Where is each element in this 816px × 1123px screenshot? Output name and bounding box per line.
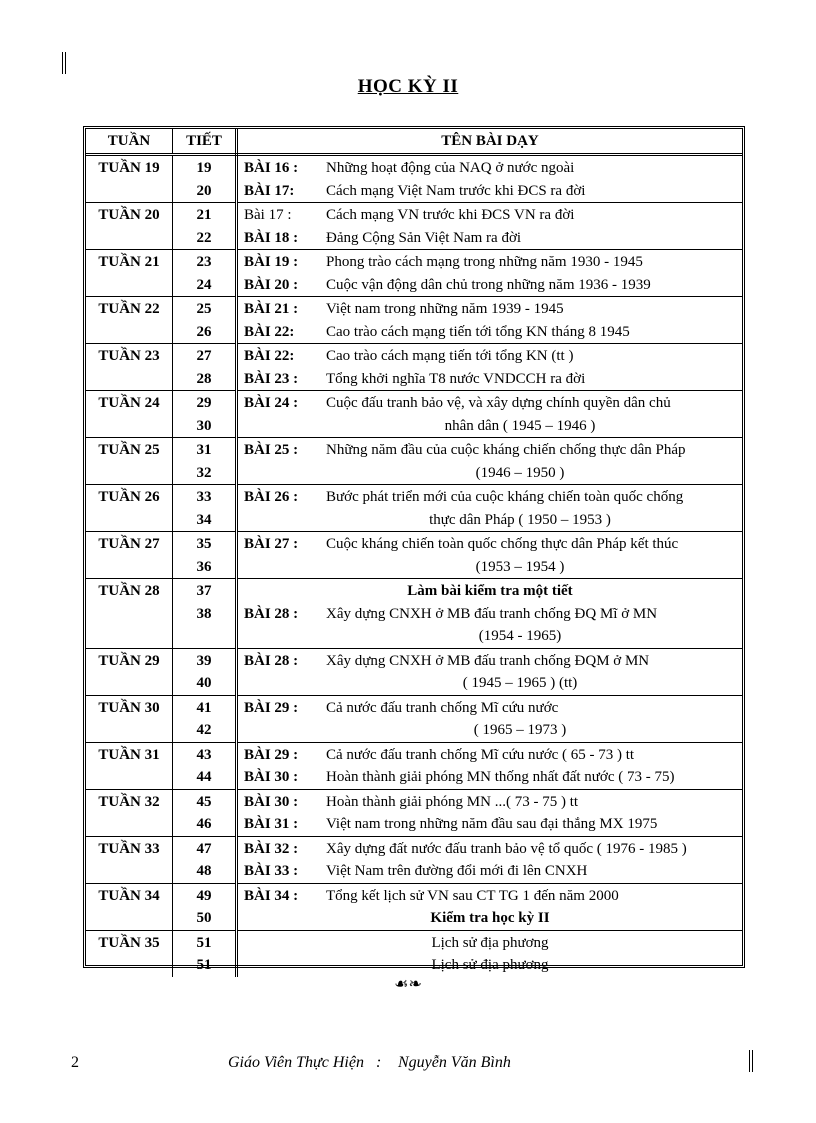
lesson-title: Đảng Cộng Sản Việt Nam ra đời [326, 229, 522, 246]
table-row [86, 883, 742, 930]
period-number: 28 [196, 370, 212, 387]
table-row [86, 485, 742, 532]
lesson-line [238, 533, 742, 556]
lesson-number: BÀI 16 : [244, 160, 299, 176]
lesson-number: BÀI 33 : [244, 863, 299, 879]
teacher-name: Nguyễn Văn Bình [398, 1054, 511, 1071]
lesson-cell [237, 155, 743, 203]
table-row [86, 203, 742, 250]
header-period: TIẾT [173, 129, 237, 155]
lesson-line [238, 227, 742, 250]
period-number: 41 [196, 699, 212, 716]
table-row [86, 789, 742, 836]
period-number: 50 [196, 910, 212, 926]
period-number: 45 [196, 793, 212, 810]
period-number: 39 [196, 652, 212, 669]
lesson-cell [237, 836, 743, 883]
week-cell: TUẦN 20 [86, 203, 173, 250]
period-number: 42 [196, 722, 212, 738]
table-row [86, 648, 742, 695]
week-cell: TUẦN 29 [86, 648, 173, 695]
lesson-title: Hoàn thành giải phóng MN thống nhất đất nước ( 73 - 75) [326, 769, 675, 785]
lesson-line [238, 791, 742, 814]
lesson-title-continuation: nhân dân ( 1945 – 1946 ) [444, 417, 596, 434]
lesson-number: BÀI 21 : [244, 301, 299, 317]
lesson-line [238, 439, 742, 462]
lesson-cell [237, 532, 743, 579]
header-week: TUẦN [86, 129, 173, 155]
lesson-cell [237, 250, 743, 297]
exam-line: Làm bài kiểm tra một tiết [407, 583, 573, 599]
table-row [86, 250, 742, 297]
lesson-line [238, 885, 742, 908]
table-row [86, 930, 742, 977]
table-row [86, 297, 742, 344]
teacher-label: Giáo Viên Thực Hiện [228, 1054, 364, 1071]
lesson-line [238, 486, 742, 509]
lesson-cell [237, 297, 743, 344]
lesson-title: Hoàn thành giải phóng MN ...( 73 - 75 ) tt [326, 793, 579, 810]
lesson-title: Bước phát triển mới của cuộc kháng chiến toàn quốc chống [326, 489, 684, 505]
lesson-number: BÀI 29 : [244, 699, 299, 716]
lesson-cell [237, 203, 743, 250]
lesson-cell [237, 648, 743, 695]
period-cell [173, 695, 237, 742]
lesson-title-continuation: thực dân Pháp ( 1950 – 1953 ) [429, 511, 611, 528]
period-cell [173, 155, 237, 203]
lesson-title: Cả nước đấu tranh chống Mĩ cứu nước [326, 699, 559, 716]
week-cell: TUẦN 31 [86, 742, 173, 789]
period-cell [173, 203, 237, 250]
period-number: 40 [196, 675, 212, 691]
period-cell [173, 789, 237, 836]
lesson-number: BÀI 22: [244, 348, 295, 364]
lesson-cell [237, 789, 743, 836]
table-row [86, 695, 742, 742]
period-cell [173, 532, 237, 579]
footer-separator: : [376, 1054, 382, 1071]
period-number: 35 [196, 536, 212, 552]
lesson-title-continuation: (1954 - 1965) [478, 628, 562, 644]
lesson-line: Lịch sử địa phương [431, 934, 549, 951]
period-number: 32 [196, 464, 212, 481]
lesson-line [238, 838, 742, 861]
period-number: 29 [196, 395, 212, 411]
lesson-number: BÀI 23 : [244, 370, 299, 387]
lesson-number: BÀI 24 : [244, 395, 299, 411]
period-number: 38 [196, 605, 212, 622]
lesson-number: BÀI 34 : [244, 887, 299, 904]
lesson-number: BÀI 22: [244, 323, 295, 340]
lesson-line [238, 251, 742, 274]
lesson-title: Tổng kết lịch sử VN sau CT TG 1 đến năm 2000 [326, 887, 619, 904]
period-cell [173, 485, 237, 532]
lesson-number: BÀI 31 : [244, 816, 299, 832]
week-cell: TUẦN 35 [86, 930, 173, 977]
period-number [173, 625, 235, 648]
table-row [86, 836, 742, 883]
ornament-divider: ☙❧ [394, 976, 422, 993]
lesson-line: Lịch sử địa phương [431, 957, 549, 973]
lesson-line [238, 603, 742, 626]
lesson-number: BÀI 19 : [244, 254, 299, 270]
week-cell: TUẦN 23 [86, 344, 173, 391]
period-cell [173, 648, 237, 695]
period-number: 20 [196, 182, 212, 199]
lesson-cell [237, 391, 743, 438]
period-number: 48 [196, 863, 212, 879]
lesson-title: Những hoạt động của NAQ ở nước ngoài [326, 160, 575, 176]
lesson-title: Xây dựng CNXH ở MB đấu tranh chống ĐQM ở MN [326, 652, 650, 669]
lesson-line [238, 368, 742, 391]
lesson-title: Xây dựng đất nước đấu tranh bảo vệ tổ quốc ( 1976 - 1985 ) [326, 840, 687, 857]
period-number: 25 [196, 301, 212, 317]
period-number: 37 [196, 583, 212, 599]
period-number: 49 [196, 887, 212, 904]
week-cell: TUẦN 33 [86, 836, 173, 883]
period-number: 19 [196, 160, 212, 176]
lesson-line [238, 321, 742, 344]
header-lesson: TÊN BÀI DẠY [237, 129, 743, 155]
table-row [86, 391, 742, 438]
table-row [86, 579, 742, 649]
lesson-number: BÀI 32 : [244, 840, 299, 857]
week-cell: TUẦN 24 [86, 391, 173, 438]
period-cell [173, 579, 237, 649]
lesson-line [238, 697, 742, 720]
period-cell [173, 250, 237, 297]
lesson-line [238, 180, 742, 203]
lesson-title: Phong trào cách mạng trong những năm 1930 - 1945 [326, 254, 643, 270]
table-row [86, 438, 742, 485]
week-cell: TUẦN 26 [86, 485, 173, 532]
week-cell: TUẦN 32 [86, 789, 173, 836]
lesson-title: Cuộc đấu tranh bảo vệ, và xây dựng chính quyền dân chủ [326, 395, 671, 411]
lesson-title: Cao trào cách mạng tiến tới tổng KN tháng 8 1945 [326, 323, 630, 340]
period-cell [173, 391, 237, 438]
lesson-line [238, 157, 742, 180]
lesson-title-continuation: ( 1945 – 1965 ) (tt) [462, 675, 578, 691]
lesson-title: Việt Nam trên đường đổi mới đi lên CNXH [326, 863, 588, 879]
lesson-title-continuation: (1953 – 1954 ) [475, 558, 565, 575]
lesson-title: Tổng khởi nghĩa T8 nước VNDCCH ra đời [326, 370, 586, 387]
period-cell [173, 883, 237, 930]
lesson-line [238, 744, 742, 767]
week-cell: TUẦN 19 [86, 155, 173, 203]
lesson-cell [237, 930, 743, 977]
lesson-number: BÀI 26 : [244, 489, 299, 505]
lesson-line [238, 860, 742, 883]
lesson-line [238, 392, 742, 415]
lesson-number: BÀI 29 : [244, 746, 299, 763]
period-number: 36 [196, 558, 212, 575]
period-number: 23 [196, 254, 212, 270]
period-number: 44 [196, 769, 212, 785]
period-cell [173, 742, 237, 789]
lesson-number: BÀI 20 : [244, 276, 299, 293]
week-cell: TUẦN 22 [86, 297, 173, 344]
lesson-line [238, 204, 742, 227]
period-cell [173, 438, 237, 485]
lesson-number: BÀI 28 : [244, 652, 299, 669]
page-title: HỌC KỲ II [357, 76, 459, 97]
week-cell: TUẦN 21 [86, 250, 173, 297]
period-number: 26 [196, 323, 212, 340]
lesson-cell [237, 485, 743, 532]
period-number: 51 [196, 957, 212, 973]
lesson-cell [237, 438, 743, 485]
lesson-title: Cả nước đấu tranh chống Mĩ cứu nước ( 65 - 73 ) tt [326, 746, 635, 763]
period-number: 27 [196, 348, 212, 364]
corner-mark-bottom-right [749, 1050, 753, 1072]
period-cell [173, 930, 237, 977]
lesson-line [238, 766, 742, 789]
lesson-number: Bài 17 : [244, 207, 292, 223]
exam-line: Kiểm tra học kỳ II [430, 910, 550, 926]
period-number: 30 [196, 417, 212, 434]
table-row [86, 155, 742, 203]
lesson-cell [237, 579, 743, 649]
lesson-cell [237, 344, 743, 391]
lesson-title: Việt nam trong những năm đầu sau đại thắng MX 1975 [326, 816, 658, 832]
lesson-title: Xây dựng CNXH ở MB đấu tranh chống ĐQ Mĩ ở MN [326, 605, 658, 622]
lesson-number: BÀI 30 : [244, 793, 299, 810]
lesson-number: BÀI 30 : [244, 769, 299, 785]
table-row [86, 742, 742, 789]
period-cell [173, 344, 237, 391]
lesson-title: Cuộc kháng chiến toàn quốc chống thực dân Pháp kết thúc [326, 536, 679, 552]
lesson-title-continuation: (1946 – 1950 ) [475, 464, 565, 481]
lesson-number: BÀI 28 : [244, 605, 299, 622]
lesson-title: Những năm đầu của cuộc kháng chiến chống thực dân Pháp [326, 442, 686, 458]
lesson-number: BÀI 27 : [244, 536, 299, 552]
week-cell: TUẦN 34 [86, 883, 173, 930]
week-cell: TUẦN 30 [86, 695, 173, 742]
lesson-title: Cao trào cách mạng tiến tới tổng KN (tt ) [326, 348, 574, 364]
lesson-line [238, 298, 742, 321]
period-number: 43 [196, 746, 212, 763]
lesson-line [238, 274, 742, 297]
table-row [86, 532, 742, 579]
period-number: 21 [196, 207, 212, 223]
period-number: 47 [196, 840, 212, 857]
page-number: 2 [71, 1054, 79, 1071]
lesson-title: Cách mạng VN trước khi ĐCS VN ra đời [326, 207, 575, 223]
week-cell: TUẦN 28 [86, 579, 173, 649]
week-cell: TUẦN 25 [86, 438, 173, 485]
period-number: 33 [196, 489, 212, 505]
table-row [86, 344, 742, 391]
lesson-title: Việt nam trong những năm 1939 - 1945 [326, 301, 564, 317]
period-number: 24 [196, 276, 212, 293]
week-cell: TUẦN 27 [86, 532, 173, 579]
period-number: 31 [196, 442, 212, 458]
lesson-number: BÀI 17: [244, 182, 295, 199]
period-number: 51 [196, 934, 212, 951]
lesson-line [238, 813, 742, 836]
period-cell [173, 297, 237, 344]
lesson-cell [237, 742, 743, 789]
period-number: 34 [196, 511, 212, 528]
lesson-title: Cách mạng Việt Nam trước khi ĐCS ra đời [326, 182, 586, 199]
period-cell [173, 836, 237, 883]
lesson-cell [237, 883, 743, 930]
corner-mark-top-left [62, 52, 66, 74]
table-header-row [86, 129, 742, 155]
lesson-line [238, 650, 742, 673]
lesson-title: Cuộc vận động dân chủ trong những năm 1936 - 1939 [326, 276, 651, 293]
lesson-title-continuation: ( 1965 – 1973 ) [473, 722, 567, 738]
period-number: 22 [196, 229, 212, 246]
lesson-cell [237, 695, 743, 742]
lesson-table [83, 126, 745, 973]
lesson-number: BÀI 25 : [244, 442, 299, 458]
lesson-number: BÀI 18 : [244, 229, 299, 246]
period-number: 46 [196, 816, 212, 832]
lesson-line [238, 345, 742, 368]
